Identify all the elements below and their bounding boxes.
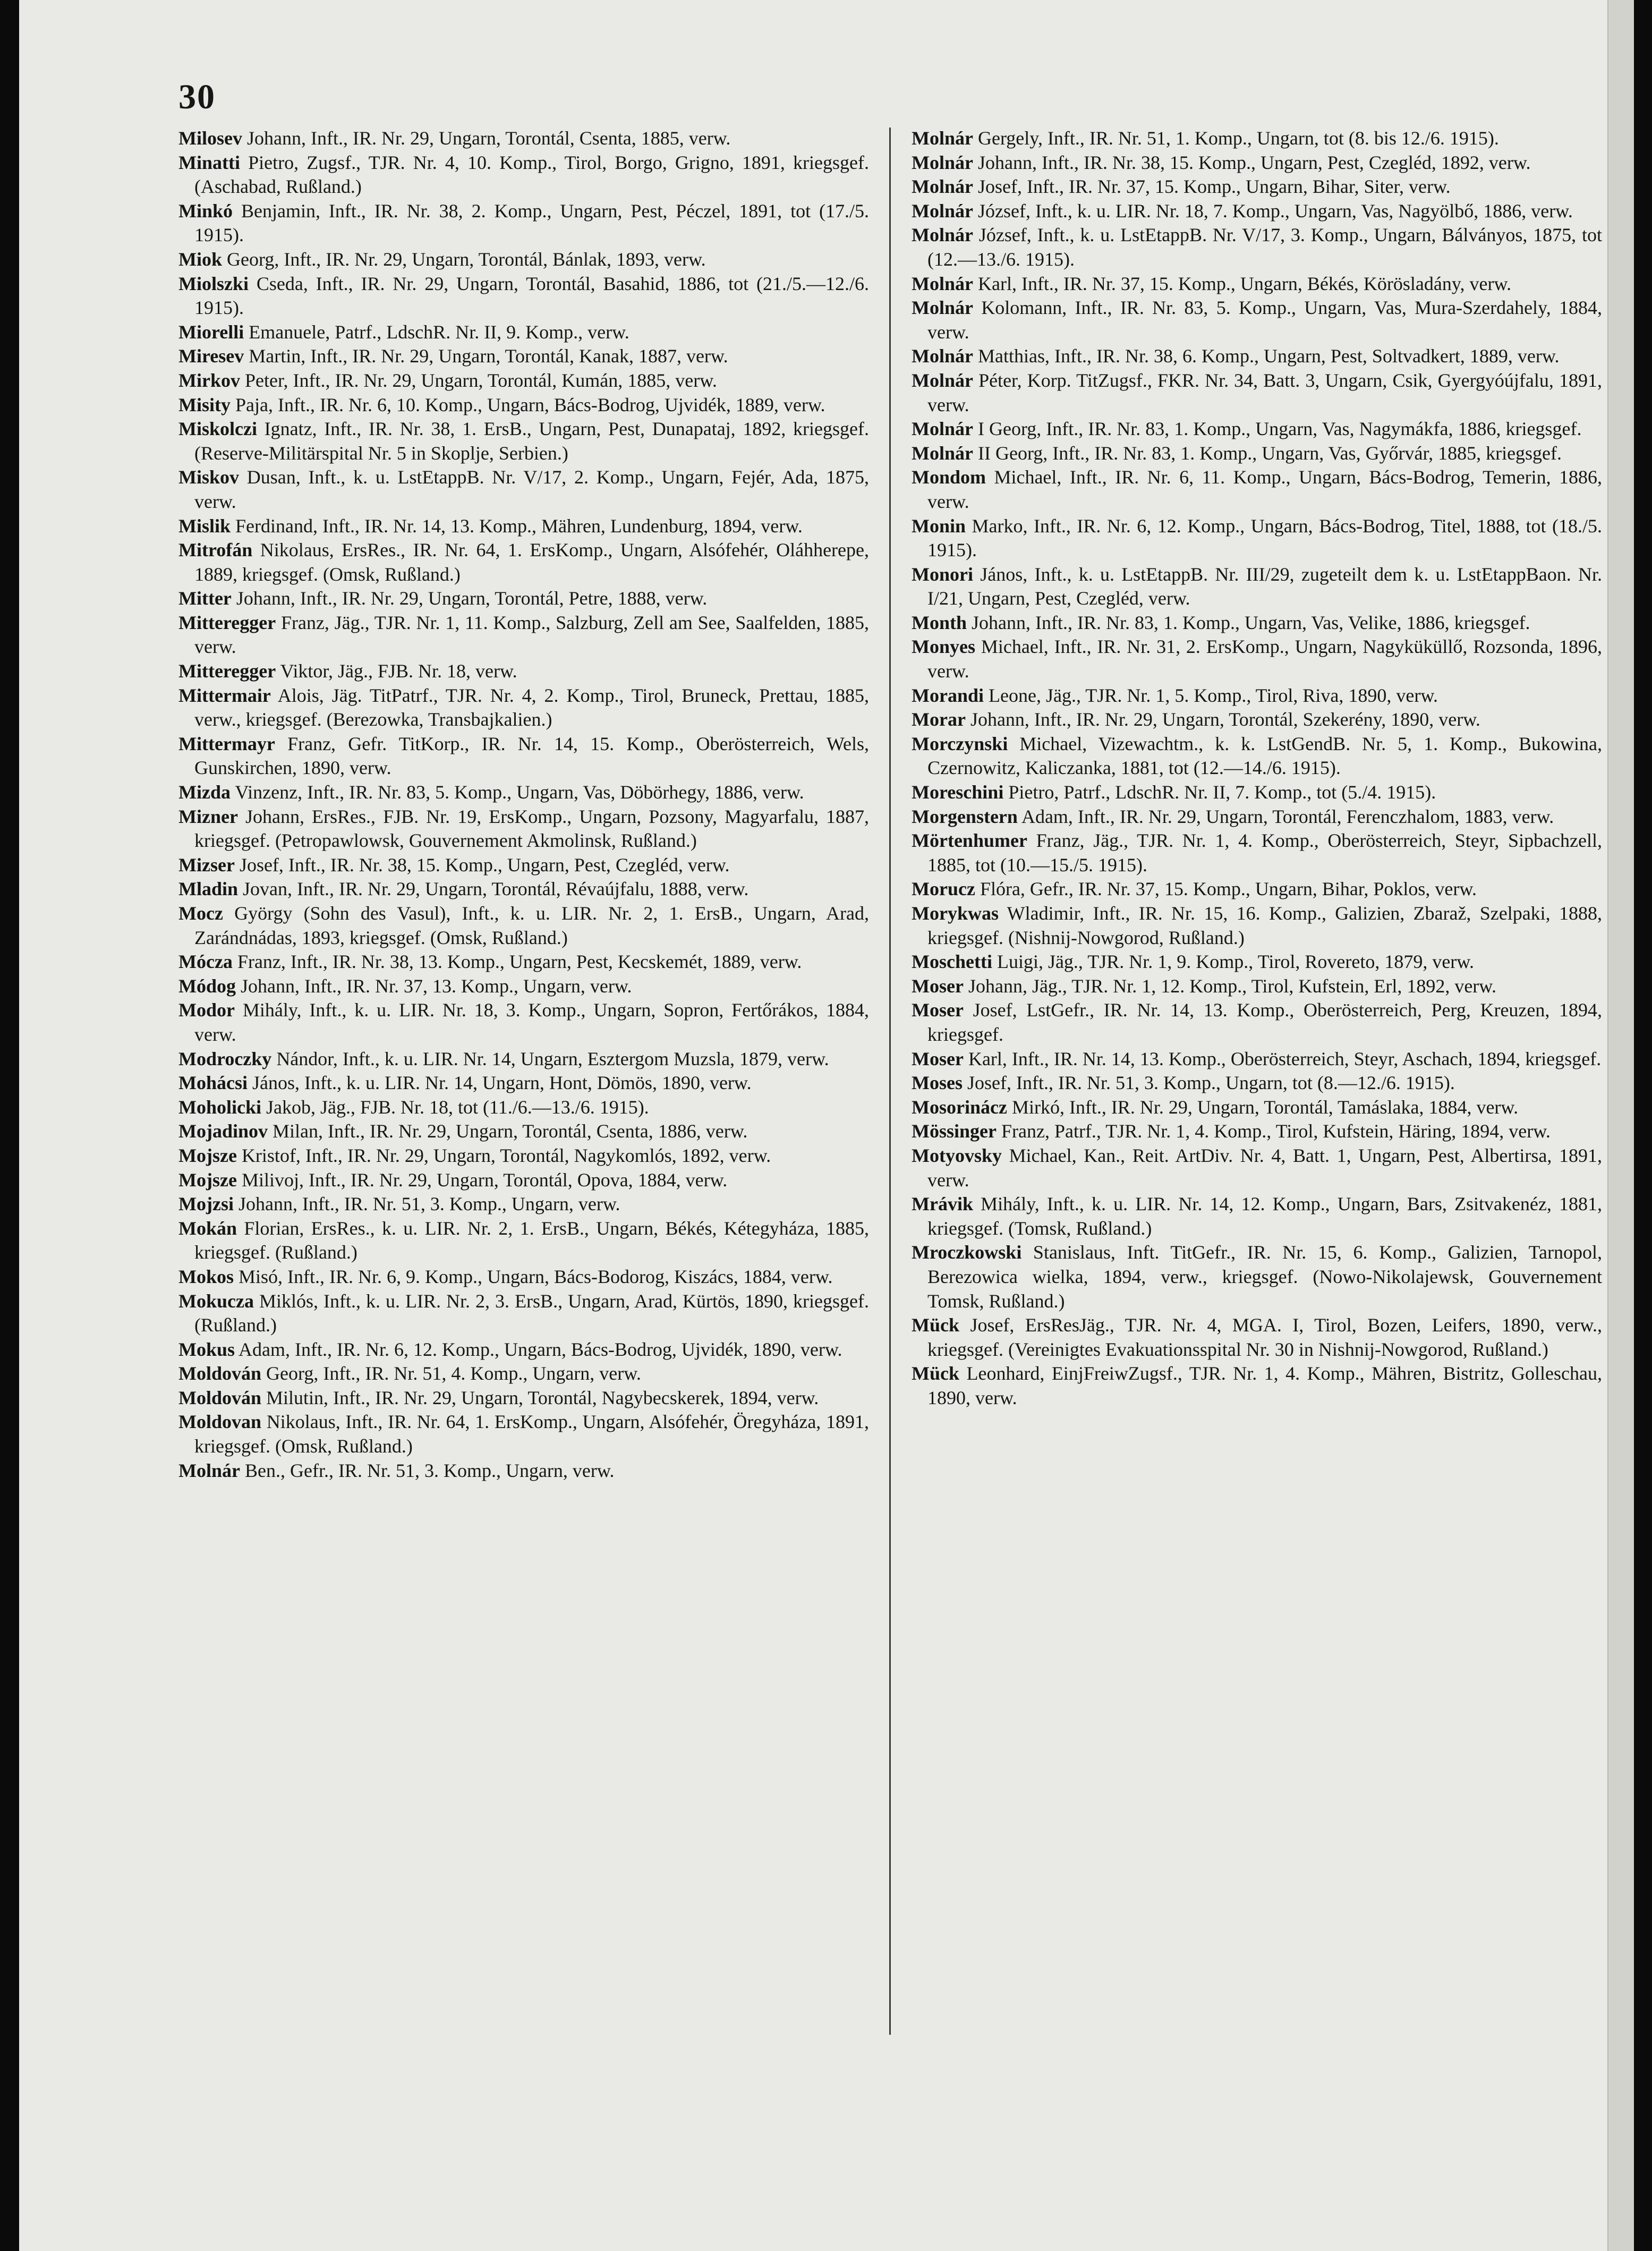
register-entry <box>912 684 1602 708</box>
entry-surname: Mokán <box>178 1217 237 1239</box>
register-entry <box>178 126 869 151</box>
entry-surname: Mittermair <box>178 684 271 706</box>
register-entry <box>178 199 869 248</box>
register-entry <box>178 1168 869 1193</box>
register-entry <box>912 175 1602 199</box>
entry-surname: Miolszki <box>178 273 249 294</box>
register-entry <box>912 369 1602 417</box>
entry-surname: Monyes <box>912 636 975 658</box>
register-entry <box>178 1217 869 1265</box>
entry-details: Josef, Inft., IR. Nr. 37, 15. Komp., Ungarn, Bihar, Siter, verw. <box>977 176 1451 198</box>
register-entry <box>912 877 1602 902</box>
entry-details: Franz, Inft., IR. Nr. 38, 13. Komp., Ungarn, Pest, Kecskemét, 1889, verw. <box>237 951 802 973</box>
register-entry <box>178 1265 869 1289</box>
register-entry <box>912 1119 1602 1144</box>
register-entry <box>912 998 1602 1047</box>
register-entry <box>178 853 869 878</box>
register-entry <box>912 514 1602 563</box>
entry-surname: Morar <box>912 709 966 730</box>
entry-details: Gergely, Inft., IR. Nr. 51, 1. Komp., Ungarn, tot (8. bis 12./6. 1915). <box>977 128 1499 149</box>
entry-details: Martin, Inft., IR. Nr. 29, Ungarn, Torontál, Kanak, 1887, verw. <box>249 345 728 367</box>
register-entry <box>178 1410 869 1458</box>
entry-surname: Morczynski <box>912 733 1008 754</box>
entry-details: Karl, Inft., IR. Nr. 37, 15. Komp., Ungarn, Békés, Körösladány, verw. <box>977 273 1512 294</box>
entry-details: Johann, ErsRes., FJB. Nr. 19, ErsKomp., Ungarn, Pozsony, Magyarfalu, 1887, kriegsgef. (Petropawlowsk, Gouvernement Akmolinsk, Rußland.) <box>194 805 870 852</box>
register-entry <box>178 1095 869 1120</box>
register-entry <box>178 659 869 684</box>
entry-details: Jakob, Jäg., FJB. Nr. 18, tot (11./6.—13./6. 1915). <box>266 1096 649 1118</box>
entry-details: Kristof, Inft., IR. Nr. 29, Ungarn, Torontál, Nagykomlós, 1892, verw. <box>241 1144 771 1166</box>
entry-details: Johann, Inft., IR. Nr. 51, 3. Komp., Ungarn, verw. <box>238 1193 620 1215</box>
entry-surname: Molnár <box>912 273 973 294</box>
entry-details: Adam, Inft., IR. Nr. 6, 12. Komp., Ungarn, Bács-Bodrog, Ujvidék, 1890, verw. <box>239 1338 842 1360</box>
register-entry <box>912 780 1602 805</box>
entry-surname: Miskov <box>178 466 240 488</box>
register-entry <box>178 902 869 950</box>
entry-surname: Moses <box>912 1072 963 1094</box>
entry-details: József, Inft., k. u. LIR. Nr. 18, 7. Komp., Ungarn, Vas, Nagyölbő, 1886, verw. <box>977 200 1573 222</box>
entry-surname: Molnár <box>912 151 973 173</box>
entry-surname: Modor <box>178 999 235 1021</box>
entry-surname: Miresev <box>178 345 244 367</box>
entry-details: Miklós, Inft., k. u. LIR. Nr. 2, 3. ErsB., Ungarn, Arad, Kürtös, 1890, kriegsgef. (Rußland.) <box>194 1290 869 1336</box>
entry-surname: Mück <box>912 1363 959 1384</box>
entry-details: Franz, Gefr. TitKorp., IR. Nr. 14, 15. Komp., Oberösterreich, Wels, Gunskirchen, 1890, verw. <box>194 733 870 779</box>
entry-surname: Mizda <box>178 782 231 803</box>
entry-details: Emanuele, Patrf., LdschR. Nr. II, 9. Komp., verw. <box>249 321 629 343</box>
entry-surname: Mitteregger <box>178 611 276 633</box>
entry-details: Viktor, Jäg., FJB. Nr. 18, verw. <box>280 660 517 682</box>
entry-details: Josef, LstGefr., IR. Nr. 14, 13. Komp., Oberösterreich, Perg, Kreuzen, 1894, kriegsgef. <box>927 999 1603 1045</box>
entry-details: Kolomann, Inft., IR. Nr. 83, 5. Komp., Ungarn, Vas, Mura-Szerdahely, 1884, verw. <box>927 297 1603 343</box>
register-entry <box>178 151 869 199</box>
entry-surname: Mojsze <box>178 1144 237 1166</box>
register-entry <box>912 611 1602 635</box>
entry-surname: Modroczky <box>178 1048 272 1069</box>
register-entry <box>912 465 1602 514</box>
entry-surname: Mojzsi <box>178 1193 234 1215</box>
entry-details: János, Inft., k. u. LstEtappB. Nr. III/29, zugeteilt dem k. u. LstEtappBaon. Nr. I/21, Ungarn, Pest, Czegléd, verw. <box>927 563 1602 609</box>
entry-surname: Miskolczi <box>178 418 257 440</box>
entry-surname: Mócza <box>178 951 233 973</box>
entry-details: Ben., Gefr., IR. Nr. 51, 3. Komp., Ungarn, verw. <box>244 1459 615 1481</box>
register-entry <box>178 1192 869 1217</box>
register-entry <box>912 1313 1602 1362</box>
register-entry <box>912 296 1602 344</box>
entry-details: Wladimir, Inft., IR. Nr. 15, 16. Komp., Galizien, Zbaraž, Szelpaki, 1888, kriegsgef. (Nishnij-Nowgorod, Rußland.) <box>927 903 1602 948</box>
page-edge <box>1607 0 1634 2251</box>
entry-surname: Mitrofán <box>178 539 253 561</box>
register-entry <box>912 417 1602 441</box>
entry-surname: Molnár <box>912 345 973 367</box>
entry-surname: Minatti <box>178 151 240 173</box>
entry-details: Flóra, Gefr., IR. Nr. 37, 15. Komp., Ungarn, Bihar, Poklos, verw. <box>980 878 1477 900</box>
entry-surname: Moldován <box>178 1363 262 1384</box>
entry-details: Vinzenz, Inft., IR. Nr. 83, 5. Komp., Ungarn, Vas, Döbörhegy, 1886, verw. <box>235 782 804 803</box>
entry-details: Johann, Inft., IR. Nr. 29, Ungarn, Torontál, Csenta, 1885, verw. <box>246 128 731 149</box>
register-entry <box>178 611 869 659</box>
entry-details: Nikolaus, ErsRes., IR. Nr. 64, 1. ErsKomp., Ungarn, Alsófehér, Oláhherepe, 1889, kriegsgef. (Omsk, Rußland.) <box>194 539 869 585</box>
entry-surname: Mojsze <box>178 1169 237 1191</box>
entry-details: Ferdinand, Inft., IR. Nr. 14, 13. Komp., Mähren, Lundenburg, 1894, verw. <box>235 515 803 537</box>
register-entry <box>178 320 869 345</box>
entry-details: Michael, Kan., Reit. ArtDiv. Nr. 4, Batt. 1, Ungarn, Pest, Albertirsa, 1891, verw. <box>927 1144 1603 1191</box>
right-column <box>912 126 1602 1410</box>
entry-surname: Moldován <box>178 1387 262 1408</box>
entry-details: Karl, Inft., IR. Nr. 14, 13. Komp., Oberösterreich, Steyr, Aschach, 1894, kriegsgef. <box>968 1048 1602 1069</box>
register-entry <box>912 950 1602 974</box>
register-entry <box>178 1289 869 1338</box>
entry-surname: Molnár <box>912 224 973 246</box>
entry-surname: Molnár <box>912 176 973 198</box>
entry-details: Johann, Inft., IR. Nr. 83, 1. Komp., Ungarn, Vas, Velike, 1886, kriegsgef. <box>972 611 1530 633</box>
entry-surname: Mislik <box>178 515 231 537</box>
entry-surname: Moschetti <box>912 951 992 973</box>
entry-surname: Molnár <box>912 128 973 149</box>
entry-details: Johann, Inft., IR. Nr. 38, 15. Komp., Ungarn, Pest, Czegléd, 1892, verw. <box>977 151 1531 173</box>
register-entry <box>178 780 869 805</box>
entry-details: Johann, Inft., IR. Nr. 29, Ungarn, Torontál, Szekerény, 1890, verw. <box>970 709 1480 730</box>
entry-surname: Molnár <box>178 1459 240 1481</box>
register-entry <box>912 902 1602 950</box>
register-entry <box>178 1119 869 1144</box>
entry-details: Matthias, Inft., IR. Nr. 38, 6. Komp., Ungarn, Pest, Soltvadkert, 1889, verw. <box>977 345 1560 367</box>
entry-surname: Molnár <box>912 442 973 464</box>
register-entry <box>178 587 869 611</box>
register-entry <box>178 514 869 539</box>
entry-details: Luigi, Jäg., TJR. Nr. 1, 9. Komp., Tirol, Rovereto, 1879, verw. <box>997 951 1474 973</box>
entry-surname: Morgenstern <box>912 805 1018 827</box>
entry-surname: Mroczkowski <box>912 1242 1022 1263</box>
entry-details: Cseda, Inft., IR. Nr. 29, Ungarn, Torontál, Basahid, 1886, tot (21./5.—12./6. 1915). <box>194 273 870 319</box>
entry-details: Franz, Jäg., TJR. Nr. 1, 11. Komp., Salzburg, Zell am See, Saalfelden, 1885, verw. <box>194 611 869 658</box>
entry-details: Mihály, Inft., k. u. LIR. Nr. 14, 12. Komp., Ungarn, Bars, Zsitvakenéz, 1881, kriegsgef. (Tomsk, Rußland.) <box>927 1193 1603 1239</box>
register-entry <box>178 950 869 974</box>
entry-details: I Georg, Inft., IR. Nr. 83, 1. Komp., Ungarn, Vas, Nagymákfa, 1886, kriegsgef. <box>977 418 1582 440</box>
register-entry <box>178 1362 869 1386</box>
entry-surname: Mokucza <box>178 1290 254 1312</box>
register-entry <box>178 393 869 418</box>
entry-details: II Georg, Inft., IR. Nr. 83, 1. Komp., Ungarn, Vas, Győrvár, 1885, kriegsgef. <box>977 442 1562 464</box>
entry-details: Mihály, Inft., k. u. LIR. Nr. 18, 3. Komp., Ungarn, Sopron, Fertőrákos, 1884, verw. <box>194 999 869 1045</box>
entry-surname: Monin <box>912 515 966 537</box>
entry-surname: Moser <box>912 999 964 1021</box>
register-entry <box>178 465 869 514</box>
entry-details: Stanislaus, Inft. TitGefr., IR. Nr. 15, 6. Komp., Galizien, Tarnopol, Berezowica wielka, 1894, verw., kriegsgef. (Nowo-Nikolajewsk, Gouvernement Tomsk, Rußland.) <box>927 1242 1602 1312</box>
entry-details: Milivoj, Inft., IR. Nr. 29, Ungarn, Torontál, Opova, 1884, verw. <box>241 1169 728 1191</box>
entry-surname: Moholicki <box>178 1096 262 1118</box>
entry-surname: Mohácsi <box>178 1072 248 1094</box>
register-entry <box>912 344 1602 369</box>
register-entry <box>912 1192 1602 1241</box>
entry-details: Georg, Inft., IR. Nr. 51, 4. Komp., Ungarn, verw. <box>266 1363 641 1384</box>
entry-details: Peter, Inft., IR. Nr. 29, Ungarn, Torontál, Kumán, 1885, verw. <box>244 369 717 391</box>
entry-surname: Mizner <box>178 805 238 827</box>
register-entry <box>178 369 869 393</box>
register-entry <box>178 417 869 465</box>
register-entry <box>178 732 869 780</box>
entry-details: Misó, Inft., IR. Nr. 6, 9. Komp., Ungarn, Bács-Bodorog, Kiszács, 1884, verw. <box>239 1265 833 1287</box>
entry-surname: Mitteregger <box>178 660 276 682</box>
entry-surname: Morandi <box>912 684 984 706</box>
register-entry <box>912 126 1602 151</box>
entry-surname: Mocz <box>178 903 223 924</box>
entry-surname: Molnár <box>912 369 973 391</box>
entry-details: Leone, Jäg., TJR. Nr. 1, 5. Komp., Tirol, Riva, 1890, verw. <box>989 684 1438 706</box>
entry-details: Josef, ErsResJäg., TJR. Nr. 4, MGA. I, Tirol, Bozen, Leifers, 1890, verw., kriegsgef. (Vereinigtes Evakuationsspital Nr. 30 in Nishnij-Nowgorod, Rußland.) <box>927 1314 1603 1360</box>
page-number: 30 <box>178 78 216 116</box>
entry-surname: Moldovan <box>178 1411 262 1433</box>
entry-surname: Mokos <box>178 1265 234 1287</box>
register-entry <box>178 877 869 902</box>
entry-details: Georg, Inft., IR. Nr. 29, Ungarn, Torontál, Bánlak, 1893, verw. <box>227 248 706 270</box>
entry-details: Michael, Inft., IR. Nr. 6, 11. Komp., Ungarn, Bács-Bodrog, Temerin, 1886, verw. <box>927 466 1602 512</box>
entry-details: Benjamin, Inft., IR. Nr. 38, 2. Komp., Ungarn, Pest, Péczel, 1891, tot (17./5. 1915). <box>194 200 869 246</box>
register-entry <box>912 563 1602 611</box>
register-entry <box>912 199 1602 224</box>
entry-surname: Milosev <box>178 128 242 149</box>
register-entry <box>178 805 869 853</box>
register-entry <box>178 974 869 999</box>
register-entry <box>912 1071 1602 1095</box>
scanned-page <box>19 0 1634 2251</box>
entry-surname: Miorelli <box>178 321 244 343</box>
entry-surname: Mrávik <box>912 1193 973 1215</box>
entry-details: Josef, Inft., IR. Nr. 51, 3. Komp., Ungarn, tot (8.—12./6. 1915). <box>967 1072 1455 1094</box>
entry-surname: Mladin <box>178 878 239 900</box>
entry-surname: Mosorinácz <box>912 1096 1007 1118</box>
entry-details: Michael, Vizewachtm., k. k. LstGendB. Nr. 5, 1. Komp., Bukowina, Czernowitz, Kaliczanka, 1881, tot (12.—14./6. 1915). <box>927 733 1602 779</box>
register-entry <box>912 1047 1602 1072</box>
entry-surname: Mitter <box>178 588 232 609</box>
entry-details: Milan, Inft., IR. Nr. 29, Ungarn, Torontál, Csenta, 1886, verw. <box>273 1120 748 1142</box>
register-entry <box>912 805 1602 829</box>
entry-details: György (Sohn des Vasul), Inft., k. u. LIR. Nr. 2, 1. ErsB., Ungarn, Arad, Zarándnádas, 1893, kriegsgef. (Omsk, Rußland.) <box>194 903 869 948</box>
entry-details: Marko, Inft., IR. Nr. 6, 12. Komp., Ungarn, Bács-Bodrog, Titel, 1888, tot (18./5. 1915). <box>927 515 1602 561</box>
entry-surname: Molnár <box>912 200 973 222</box>
column-divider <box>889 128 891 2035</box>
entry-details: Michael, Inft., IR. Nr. 31, 2. ErsKomp., Ungarn, Nagyküküllő, Rozsonda, 1896, verw. <box>927 636 1603 682</box>
entry-details: József, Inft., k. u. LstEtappB. Nr. V/17, 3. Komp., Ungarn, Bálványos, 1875, tot (12.—13./6. 1915). <box>927 224 1603 270</box>
register-entry <box>912 1241 1602 1313</box>
entry-surname: Miok <box>178 248 223 270</box>
register-entry <box>912 441 1602 466</box>
register-entry <box>912 635 1602 683</box>
entry-surname: Morykwas <box>912 903 999 924</box>
entry-details: Alois, Jäg. TitPatrf., TJR. Nr. 4, 2. Komp., Tirol, Bruneck, Prettau, 1885, verw., kriegsgef. (Berezowka, Transbajkalien.) <box>194 684 869 730</box>
register-entry <box>912 829 1602 877</box>
entry-surname: Moreschini <box>912 782 1004 803</box>
register-entry <box>178 1144 869 1168</box>
entry-surname: Moser <box>912 975 964 997</box>
register-entry <box>912 1095 1602 1120</box>
entry-details: Mirkó, Inft., IR. Nr. 29, Ungarn, Torontál, Tamáslaka, 1884, verw. <box>1011 1096 1519 1118</box>
entry-surname: Molnár <box>912 297 973 319</box>
entry-surname: Mittermayr <box>178 733 275 754</box>
register-entry <box>178 684 869 732</box>
register-entry <box>178 344 869 369</box>
entry-surname: Mokus <box>178 1338 235 1360</box>
entry-surname: Mizser <box>178 854 235 876</box>
entry-surname: Mück <box>912 1314 959 1336</box>
register-entry <box>912 151 1602 175</box>
entry-surname: Mojadinov <box>178 1120 268 1142</box>
entry-details: Nikolaus, Inft., IR. Nr. 64, 1. ErsKomp., Ungarn, Alsófehér, Öregyháza, 1891, kriegsgef. (Omsk, Rußland.) <box>194 1411 870 1457</box>
register-entry <box>178 1459 869 1483</box>
entry-details: János, Inft., k. u. LIR. Nr. 14, Ungarn, Hont, Dömös, 1890, verw. <box>252 1072 752 1094</box>
entry-details: Milutin, Inft., IR. Nr. 29, Ungarn, Torontál, Nagybecskerek, 1894, verw. <box>266 1387 819 1408</box>
entry-surname: Morucz <box>912 878 975 900</box>
entry-details: Paja, Inft., IR. Nr. 6, 10. Komp., Ungarn, Bács-Bodrog, Ujvidék, 1889, verw. <box>235 394 825 415</box>
entry-surname: Motyovsky <box>912 1144 1002 1166</box>
entry-surname: Módog <box>178 975 236 997</box>
entry-details: Johann, Jäg., TJR. Nr. 1, 12. Komp., Tirol, Kufstein, Erl, 1892, verw. <box>968 975 1496 997</box>
entry-surname: Misity <box>178 394 231 415</box>
entry-details: Franz, Jäg., TJR. Nr. 1, 4. Komp., Oberösterreich, Steyr, Sipbachzell, 1885, tot (10.—15./5. 1915). <box>927 830 1602 876</box>
register-entry <box>912 732 1602 780</box>
entry-surname: Minkó <box>178 200 233 222</box>
entry-details: Ignatz, Inft., IR. Nr. 38, 1. ErsB., Ungarn, Pest, Dunapataj, 1892, kriegsgef. (Reserve-Militärspital Nr. 5 in Skoplje, Serbien.) <box>194 418 869 464</box>
entry-details: Josef, Inft., IR. Nr. 38, 15. Komp., Ungarn, Pest, Czegléd, verw. <box>239 854 730 876</box>
entry-details: Johann, Inft., IR. Nr. 29, Ungarn, Torontál, Petre, 1888, verw. <box>236 588 708 609</box>
entry-details: Nándor, Inft., k. u. LIR. Nr. 14, Ungarn, Esztergom Muzsla, 1879, verw. <box>276 1048 829 1069</box>
register-entry <box>178 1047 869 1072</box>
entry-details: Florian, ErsRes., k. u. LIR. Nr. 2, 1. ErsB., Ungarn, Békés, Kétegyháza, 1885, kriegsgef. (Rußland.) <box>194 1217 870 1263</box>
register-entry <box>178 1338 869 1362</box>
entry-details: Johann, Inft., IR. Nr. 37, 13. Komp., Ungarn, verw. <box>241 975 632 997</box>
register-entry <box>178 1386 869 1411</box>
register-entry <box>178 998 869 1047</box>
entry-details: Adam, Inft., IR. Nr. 29, Ungarn, Torontál, Ferenczhalom, 1883, verw. <box>1021 805 1554 827</box>
entry-details: Leonhard, EinjFreiwZugsf., TJR. Nr. 1, 4. Komp., Mähren, Bistritz, Golleschau, 1890, verw. <box>927 1363 1602 1408</box>
entry-details: Franz, Patrf., TJR. Nr. 1, 4. Komp., Tirol, Kufstein, Häring, 1894, verw. <box>1001 1120 1551 1142</box>
entry-surname: Mondom <box>912 466 986 488</box>
register-entry <box>912 708 1602 732</box>
entry-surname: Monori <box>912 563 973 585</box>
entry-surname: Mörtenhumer <box>912 830 1027 852</box>
register-entry <box>178 248 869 272</box>
entry-details: Dusan, Inft., k. u. LstEtappB. Nr. V/17, 2. Komp., Ungarn, Fejér, Ada, 1875, verw. <box>194 466 870 512</box>
register-entry <box>912 1144 1602 1192</box>
left-column <box>178 126 869 1483</box>
register-entry <box>178 1071 869 1095</box>
register-entry <box>912 223 1602 271</box>
register-entry <box>178 272 869 320</box>
register-entry <box>912 272 1602 296</box>
entry-surname: Month <box>912 611 967 633</box>
entry-details: Jovan, Inft., IR. Nr. 29, Ungarn, Torontál, Révaújfalu, 1888, verw. <box>243 878 749 900</box>
entry-surname: Moser <box>912 1048 964 1069</box>
register-entry <box>178 538 869 587</box>
register-entry <box>912 974 1602 999</box>
entry-details: Pietro, Zugsf., TJR. Nr. 4, 10. Komp., Tirol, Borgo, Grigno, 1891, kriegsgef. (Aschabad, Rußland.) <box>194 151 869 198</box>
entry-surname: Mirkov <box>178 369 240 391</box>
entry-surname: Molnár <box>912 418 973 440</box>
entry-surname: Mössinger <box>912 1120 997 1142</box>
entry-details: Péter, Korp. TitZugsf., FKR. Nr. 34, Batt. 3, Ungarn, Csik, Gyergyóújfalu, 1891, verw. <box>927 369 1602 415</box>
entry-details: Pietro, Patrf., LdschR. Nr. II, 7. Komp., tot (5./4. 1915). <box>1008 782 1436 803</box>
register-entry <box>912 1362 1602 1410</box>
